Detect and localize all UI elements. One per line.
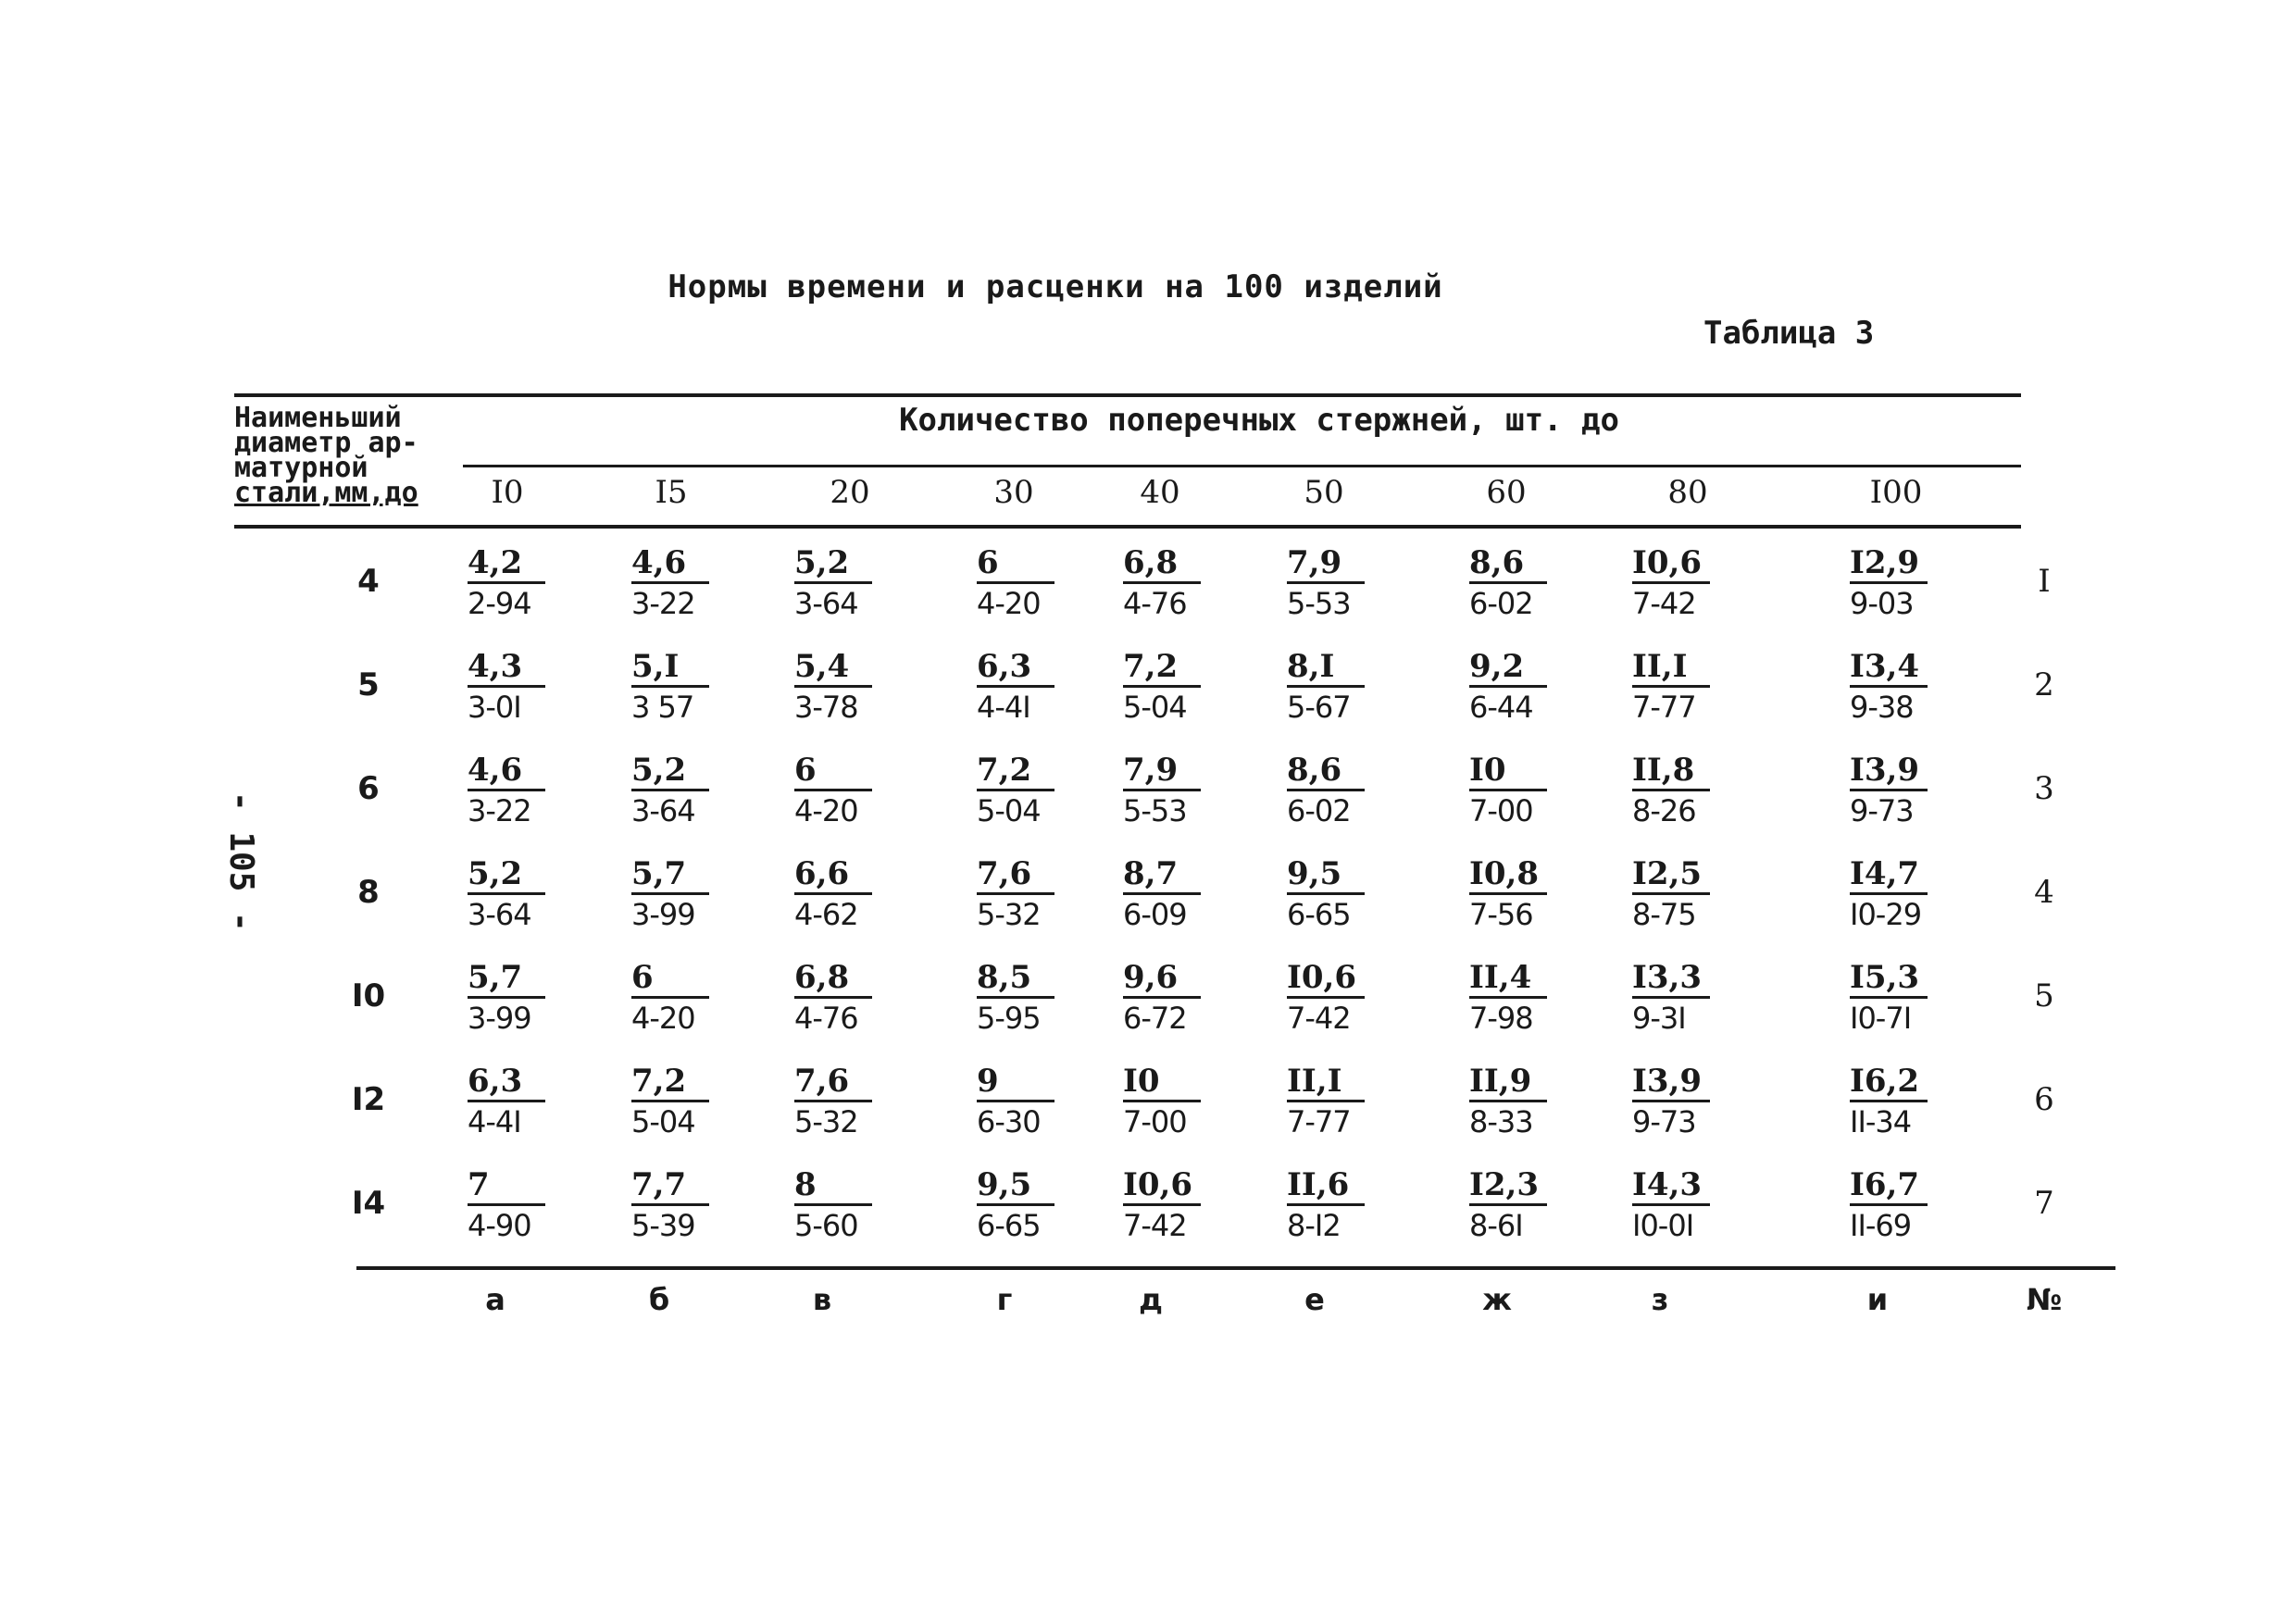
time-norm: 7,6: [794, 1063, 872, 1102]
time-norm: 5,2: [794, 544, 872, 584]
row-header-line: диаметр ар-: [234, 427, 418, 459]
column-header: 30: [993, 474, 1034, 511]
rate-price: 3-22: [468, 793, 531, 828]
rate-price: 2-94: [468, 586, 531, 621]
rate-price: 3-64: [631, 793, 695, 828]
time-norm: I0,6: [1287, 959, 1365, 999]
time-norm: 5,2: [468, 855, 545, 895]
row-number: 4: [2034, 874, 2054, 911]
rate-price: 7-77: [1287, 1104, 1351, 1139]
table-cell: [468, 1063, 597, 1141]
table-cell: [631, 1166, 761, 1245]
table-cell: [977, 752, 1106, 830]
rate-price: 5-39: [631, 1208, 695, 1243]
table-cell: [1469, 959, 1599, 1038]
time-norm: II,8: [1632, 752, 1710, 791]
time-norm: 7,7: [631, 1166, 709, 1206]
rate-price: 4-90: [468, 1208, 531, 1243]
time-norm: II,I: [1632, 648, 1710, 688]
table-cell: [1632, 1166, 1762, 1245]
column-header: I5: [655, 474, 688, 511]
rate-price: 7-56: [1469, 897, 1533, 932]
table-cell: [1287, 855, 1416, 934]
table-cell: [1850, 855, 1979, 934]
column-header: 80: [1667, 474, 1708, 511]
table-cell: [1632, 648, 1762, 727]
row-number: I: [2038, 563, 2051, 600]
time-norm: 5,4: [794, 648, 872, 688]
rate-price: 4-76: [1123, 586, 1187, 621]
rate-price: 5-04: [1123, 690, 1187, 725]
table-cell: [977, 1166, 1106, 1245]
rate-price: 9-38: [1850, 690, 1914, 725]
rate-price: 5-53: [1287, 586, 1351, 621]
rate-price: 8-6I: [1469, 1208, 1523, 1243]
table-cell: [1850, 544, 1979, 623]
table-cell: [977, 1063, 1106, 1141]
table-cell: [1123, 752, 1253, 830]
rate-price: 8-33: [1469, 1104, 1533, 1139]
table-cell: [1632, 959, 1762, 1038]
rate-price: 4-62: [794, 897, 858, 932]
table-cell: [1287, 648, 1416, 727]
time-norm: 9,2: [1469, 648, 1547, 688]
time-norm: 4,3: [468, 648, 545, 688]
table-cell: [468, 544, 597, 623]
table-cell: [1469, 544, 1599, 623]
time-norm: I0,6: [1123, 1166, 1201, 1206]
row-diameter: I2: [351, 1081, 386, 1118]
table-cell: [1469, 1166, 1599, 1245]
time-norm: 7: [468, 1166, 545, 1206]
row-diameter: 5: [357, 666, 380, 703]
time-norm: 6,3: [468, 1063, 545, 1102]
table-cell: [1469, 648, 1599, 727]
time-norm: I2,5: [1632, 855, 1710, 895]
table-cell: [1850, 1063, 1979, 1141]
page-number: - 105 -: [222, 791, 260, 932]
rate-price: 3-0I: [468, 690, 521, 725]
rate-price: 3-99: [631, 897, 695, 932]
time-norm: 6,8: [794, 959, 872, 999]
table-cell: [468, 648, 597, 727]
table-cell: [1287, 752, 1416, 830]
table-cell: [1469, 1063, 1599, 1141]
table-cell: [1287, 1166, 1416, 1245]
table-cell: [1632, 855, 1762, 934]
time-norm: I6,2: [1850, 1063, 1928, 1102]
rate-price: 3-99: [468, 1001, 531, 1036]
time-norm: I2,3: [1469, 1166, 1547, 1206]
table-cell: [1123, 1166, 1253, 1245]
time-norm: 5,I: [631, 648, 709, 688]
time-norm: 7,9: [1123, 752, 1201, 791]
time-norm: I0: [1469, 752, 1547, 791]
table-cell: [977, 544, 1106, 623]
time-norm: 8,5: [977, 959, 1054, 999]
time-norm: 8: [794, 1166, 872, 1206]
row-diameter: I4: [351, 1185, 386, 1222]
rate-price: I0-7I: [1850, 1001, 1912, 1036]
rate-price: 5-60: [794, 1208, 858, 1243]
row-number: 3: [2034, 770, 2054, 807]
column-letter: б: [648, 1282, 670, 1317]
time-norm: I2,9: [1850, 544, 1928, 584]
time-norm: 9,6: [1123, 959, 1201, 999]
table-cell: [1123, 648, 1253, 727]
time-norm: 5,7: [631, 855, 709, 895]
column-header: 60: [1486, 474, 1527, 511]
table-cell: [631, 752, 761, 830]
rate-price: 7-42: [1287, 1001, 1351, 1036]
rate-price: 7-98: [1469, 1001, 1533, 1036]
rate-price: 5-04: [631, 1104, 695, 1139]
group-header-rule: [463, 465, 2021, 467]
rate-price: 3 57: [631, 690, 694, 725]
time-norm: 6: [631, 959, 709, 999]
column-letter: ж: [1482, 1282, 1512, 1317]
column-letter: и: [1866, 1282, 1889, 1317]
rate-price: 3-78: [794, 690, 858, 725]
rate-price: 9-3I: [1632, 1001, 1686, 1036]
rate-price: II-69: [1850, 1208, 1912, 1243]
column-header: I0: [491, 474, 524, 511]
table-cell: [1632, 752, 1762, 830]
rate-price: 4-20: [977, 586, 1041, 621]
table-cell: [631, 855, 761, 934]
table-bottom-rule: [356, 1266, 2115, 1270]
time-norm: II,I: [1287, 1063, 1365, 1102]
column-letter: д: [1139, 1282, 1163, 1317]
table-cell: [1123, 959, 1253, 1038]
rate-price: 6-65: [977, 1208, 1041, 1243]
rate-price: 3-22: [631, 586, 695, 621]
row-diameter: I0: [351, 977, 386, 1014]
table-cell: [794, 1166, 924, 1245]
row-header-line: Наименьший: [234, 402, 402, 434]
row-number: 2: [2034, 666, 2054, 703]
rate-price: 5-53: [1123, 793, 1187, 828]
rate-price: 8-75: [1632, 897, 1696, 932]
rate-price: 3-64: [468, 897, 531, 932]
rate-price: 5-32: [794, 1104, 858, 1139]
table-cell: [468, 959, 597, 1038]
rate-price: 6-44: [1469, 690, 1533, 725]
table-cell: [631, 544, 761, 623]
time-norm: II,6: [1287, 1166, 1365, 1206]
number-symbol: №: [2026, 1282, 2063, 1317]
time-norm: 6: [977, 544, 1054, 584]
column-header: 20: [830, 474, 870, 511]
row-diameter: 8: [357, 874, 380, 911]
rate-price: 4-4I: [977, 690, 1030, 725]
rate-price: 3-64: [794, 586, 858, 621]
rate-price: I0-0I: [1632, 1208, 1694, 1243]
rate-price: 5-04: [977, 793, 1041, 828]
table-cell: [794, 855, 924, 934]
table-cell: [1850, 1166, 1979, 1245]
rate-price: 6-72: [1123, 1001, 1187, 1036]
column-header: 40: [1140, 474, 1180, 511]
row-number: 6: [2034, 1081, 2054, 1118]
table-cell: [1123, 855, 1253, 934]
group-header: Количество поперечных стержней, шт. до: [899, 402, 1619, 439]
rate-price: 4-76: [794, 1001, 858, 1036]
rate-price: I0-29: [1850, 897, 1922, 932]
rate-price: 4-4I: [468, 1104, 521, 1139]
time-norm: I3,4: [1850, 648, 1928, 688]
rate-price: 8-I2: [1287, 1208, 1341, 1243]
table-cell: [1287, 959, 1416, 1038]
time-norm: I3,9: [1850, 752, 1928, 791]
rate-price: 5-95: [977, 1001, 1041, 1036]
time-norm: 7,9: [1287, 544, 1365, 584]
table-cell: [1850, 752, 1979, 830]
time-norm: II,9: [1469, 1063, 1547, 1102]
table-cell: [794, 959, 924, 1038]
time-norm: 7,2: [977, 752, 1054, 791]
table-cell: [1287, 1063, 1416, 1141]
table-cell: [631, 648, 761, 727]
rate-price: 6-09: [1123, 897, 1187, 932]
time-norm: II,4: [1469, 959, 1547, 999]
table-cell: [1632, 544, 1762, 623]
column-header: 50: [1304, 474, 1344, 511]
table-cell: [1123, 1063, 1253, 1141]
table-cell: [977, 648, 1106, 727]
column-letter: а: [485, 1282, 505, 1317]
rate-price: 7-77: [1632, 690, 1696, 725]
table-cell: [1469, 752, 1599, 830]
table-cell: [977, 959, 1106, 1038]
rate-price: 9-73: [1632, 1104, 1696, 1139]
time-norm: 8,7: [1123, 855, 1201, 895]
time-norm: 7,6: [977, 855, 1054, 895]
row-header-line: стали,мм,до: [234, 477, 418, 509]
time-norm: I0,8: [1469, 855, 1547, 895]
time-norm: 5,2: [631, 752, 709, 791]
rate-price: 7-00: [1469, 793, 1533, 828]
time-norm: 9,5: [977, 1166, 1054, 1206]
rate-price: 5-67: [1287, 690, 1351, 725]
table-top-rule: [234, 393, 2021, 397]
header-bottom-rule: [234, 525, 2021, 529]
time-norm: 7,2: [631, 1063, 709, 1102]
table-cell: [1123, 544, 1253, 623]
time-norm: 8,6: [1469, 544, 1547, 584]
table-cell: [794, 648, 924, 727]
table-label: Таблица 3: [1703, 315, 1875, 352]
column-letter: в: [812, 1282, 832, 1317]
rate-price: 7-42: [1123, 1208, 1187, 1243]
rate-price: 4-20: [631, 1001, 695, 1036]
table-cell: [468, 1166, 597, 1245]
rate-price: 9-73: [1850, 793, 1914, 828]
row-number: 5: [2034, 977, 2054, 1014]
rate-price: 6-02: [1287, 793, 1351, 828]
rate-price: 6-65: [1287, 897, 1351, 932]
time-norm: 4,6: [631, 544, 709, 584]
table-cell: [468, 752, 597, 830]
table-cell: [794, 752, 924, 830]
time-norm: 7,2: [1123, 648, 1201, 688]
rate-price: 5-32: [977, 897, 1041, 932]
row-header-line: матурной: [234, 452, 368, 484]
rate-price: 7-42: [1632, 586, 1696, 621]
table-cell: [468, 855, 597, 934]
table-cell: [1287, 544, 1416, 623]
row-diameter: 4: [357, 563, 380, 600]
time-norm: 8,I: [1287, 648, 1365, 688]
rate-price: II-34: [1850, 1104, 1912, 1139]
rate-price: 4-20: [794, 793, 858, 828]
time-norm: 6,6: [794, 855, 872, 895]
table-cell: [631, 959, 761, 1038]
time-norm: 4,6: [468, 752, 545, 791]
time-norm: 6,3: [977, 648, 1054, 688]
rate-price: 9-03: [1850, 586, 1914, 621]
time-norm: 5,7: [468, 959, 545, 999]
time-norm: I3,9: [1632, 1063, 1710, 1102]
table-cell: [794, 1063, 924, 1141]
time-norm: I0: [1123, 1063, 1201, 1102]
table-cell: [794, 544, 924, 623]
row-number: 7: [2034, 1185, 2054, 1222]
rate-price: 6-30: [977, 1104, 1041, 1139]
column-letter: е: [1304, 1282, 1325, 1317]
column-letter: з: [1651, 1282, 1669, 1317]
time-norm: I4,3: [1632, 1166, 1710, 1206]
table-cell: [1632, 1063, 1762, 1141]
rate-price: 8-26: [1632, 793, 1696, 828]
table-cell: [1469, 855, 1599, 934]
time-norm: I3,3: [1632, 959, 1710, 999]
table-cell: [1850, 959, 1979, 1038]
time-norm: I6,7: [1850, 1166, 1928, 1206]
time-norm: I4,7: [1850, 855, 1928, 895]
column-header: I00: [1869, 474, 1923, 511]
rate-price: 6-02: [1469, 586, 1533, 621]
row-diameter: 6: [357, 770, 380, 807]
column-letter: г: [996, 1282, 1013, 1317]
time-norm: 9,5: [1287, 855, 1365, 895]
time-norm: 9: [977, 1063, 1054, 1102]
time-norm: 6,8: [1123, 544, 1201, 584]
table-cell: [1850, 648, 1979, 727]
rate-price: 7-00: [1123, 1104, 1187, 1139]
time-norm: 4,2: [468, 544, 545, 584]
time-norm: 6: [794, 752, 872, 791]
time-norm: I5,3: [1850, 959, 1928, 999]
time-norm: I0,6: [1632, 544, 1710, 584]
page-title: Нормы времени и расценки на 100 изделий: [668, 268, 1443, 305]
table-cell: [631, 1063, 761, 1141]
table-cell: [977, 855, 1106, 934]
time-norm: 8,6: [1287, 752, 1365, 791]
row-header: [234, 402, 456, 509]
